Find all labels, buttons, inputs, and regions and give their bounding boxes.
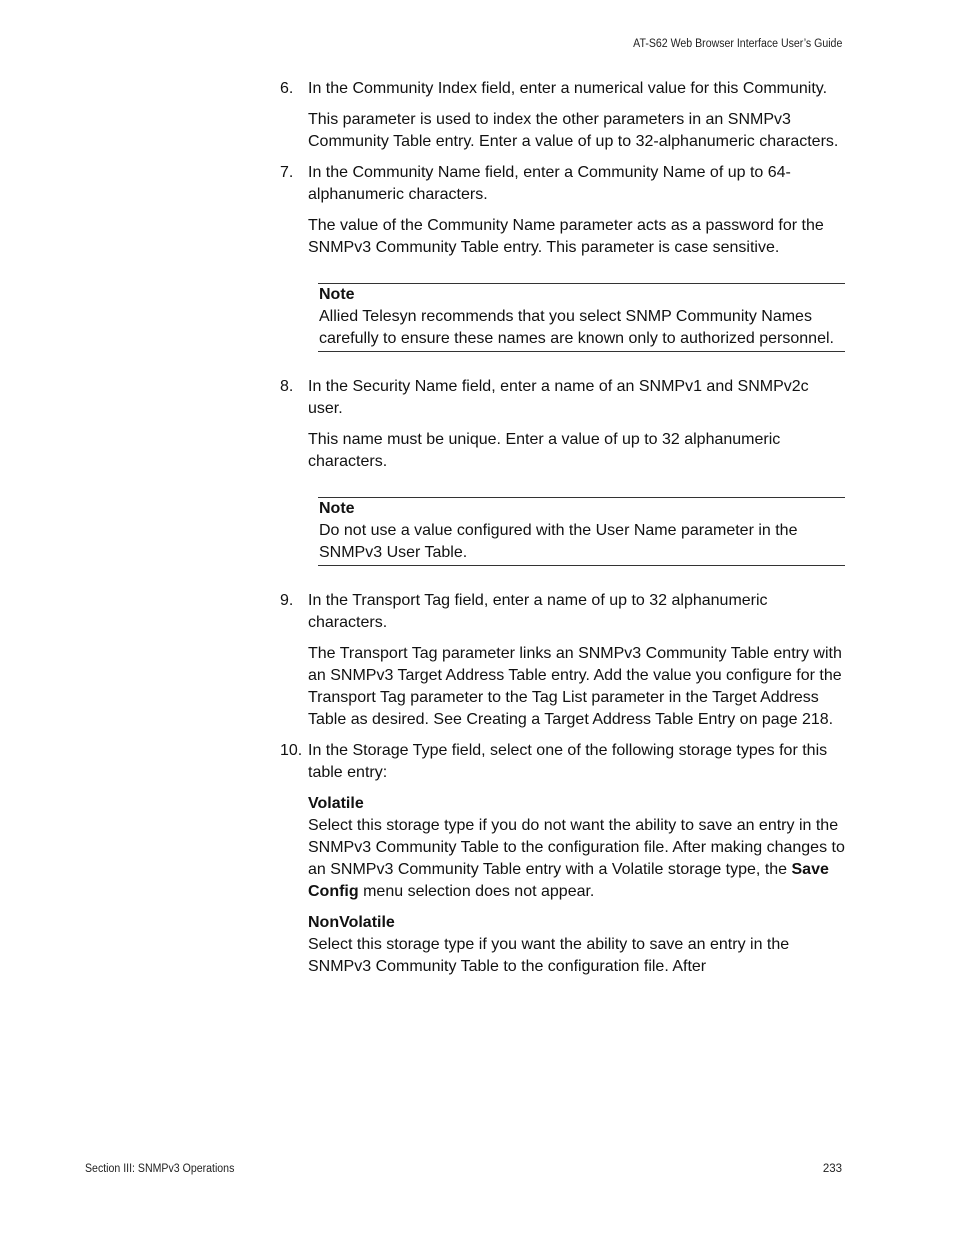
document-body: [280, 78, 845, 987]
step-text: In the Community Index field, enter a numerical value for this Community.: [308, 80, 828, 97]
step-number: 9.: [280, 592, 294, 609]
save-config-menu-label: Save Config: [308, 861, 829, 900]
step-text: In the Security Name field, enter a name of an SNMPv1 and SNMPv2c user.: [308, 378, 809, 417]
storage-type-nonvolatile-description: Select this storage type if you want the ability to save an entry in the SNMPv3 Community Table to the configuration file. After: [308, 936, 790, 975]
step-9: [280, 590, 845, 634]
step-number: 10.: [280, 742, 303, 759]
step-number: 6.: [280, 80, 294, 97]
step-10: [280, 740, 845, 784]
volatile-text-before: Select this storage type if you do not want the ability to save an entry in the SNMPv3 Community Table to the configuration file. After making changes to an SNMPv3 Community Table entry with a Volatile storage type, the: [308, 817, 845, 878]
step-9-detail: The Transport Tag parameter links an SNMPv3 Community Table entry with an SNMPv3 Target Address Table entry. Add the value you configure for the Transport Tag parameter to the Tag List parameter in the Target Address Table as desired. See Creating a Target Address Table Entry on page 218.: [308, 645, 842, 728]
note-box-1: [318, 283, 845, 352]
note-box-2: [318, 497, 845, 566]
step-6-detail: This parameter is used to index the other parameters in an SNMPv3 Community Table entry. Enter a value of up to 32-alphanumeric characters.: [308, 111, 839, 150]
step-6: [280, 78, 845, 100]
step-text: In the Storage Type field, select one of the following storage types for this table entry:: [308, 742, 828, 781]
step-number: 7.: [280, 164, 294, 181]
running-header: AT-S62 Web Browser Interface User’s Guide: [632, 38, 842, 50]
volatile-text-after: menu selection does not appear.: [358, 883, 595, 900]
note-text: Do not use a value configured with the User Name parameter in the SNMPv3 User Table.: [319, 522, 798, 561]
step-8: [280, 376, 845, 420]
step-7-detail: The value of the Community Name parameter acts as a password for the SNMPv3 Community Table entry. This parameter is case sensitive.: [308, 217, 824, 256]
step-text: In the Community Name field, enter a Community Name of up to 64-alphanumeric characters.: [308, 164, 791, 203]
step-7: [280, 162, 845, 206]
page-number: 233: [822, 1163, 842, 1175]
step-8-detail: This name must be unique. Enter a value of up to 32 alphanumeric characters.: [308, 431, 781, 470]
storage-type-nonvolatile-term: NonVolatile: [308, 914, 395, 931]
step-number: 8.: [280, 378, 294, 395]
step-text: In the Transport Tag field, enter a name of up to 32 alphanumeric characters.: [308, 592, 768, 631]
storage-type-volatile-description: [280, 815, 845, 903]
note-title: Note: [319, 286, 355, 303]
note-title: Note: [319, 500, 355, 517]
storage-type-volatile-term: Volatile: [308, 795, 364, 812]
note-text: Allied Telesyn recommends that you select SNMP Community Names carefully to ensure these names are known only to authorized personnel.: [319, 308, 834, 347]
footer-section: Section III: SNMPv3 Operations: [85, 1163, 235, 1175]
